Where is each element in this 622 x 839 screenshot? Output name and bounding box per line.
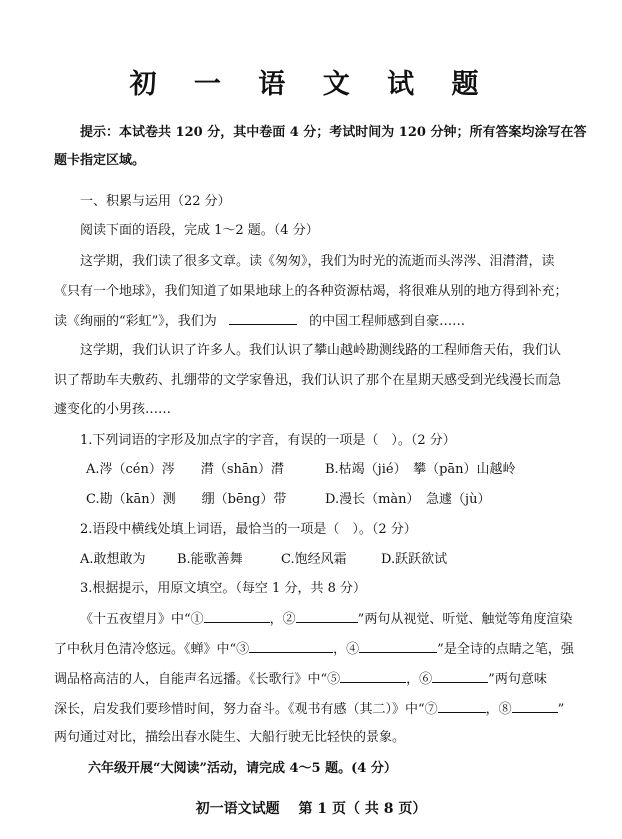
q3-line-2-start: 了中秋月色清冷悠远。《蝉》中“③ bbox=[54, 642, 250, 657]
q3-line-2 bbox=[54, 640, 578, 659]
answer-blank-8 bbox=[512, 700, 558, 713]
q2-option-c: C.饱经风霜 bbox=[281, 552, 347, 567]
q1-option-d: D.漫长（màn） 急遽（jù） bbox=[325, 492, 491, 507]
answer-blank-5 bbox=[340, 670, 406, 683]
paragraph-1-line-1: 这学期，我们读了很多文章。读《匆匆》，我们为时光的流逝而头涔涔、泪潸潸，读 bbox=[80, 254, 555, 269]
q3-line-5: 两句通过对比，描绘出春水陡生、大船行驶无比轻快的景象。 bbox=[54, 730, 406, 745]
q2-option-d: D.跃跃欲试 bbox=[381, 552, 448, 567]
paragraph-1-line-3 bbox=[54, 312, 578, 331]
question-3: 3.根据提示，用原文填空。（每空 1 分，共 8 分） bbox=[80, 581, 366, 596]
q3-line-1-end: ”两句从视觉、听觉、触觉等角度渲染 bbox=[357, 612, 573, 627]
section-heading: 一、积累与运用（22 分） bbox=[80, 194, 231, 209]
next-reading-intro: 六年级开展“大阅读”活动，请完成 4～5 题。(4 分） bbox=[88, 761, 397, 776]
paragraph-2-line-3: 遽变化的小男孩…… bbox=[54, 402, 172, 417]
answer-blank-6 bbox=[432, 670, 488, 683]
q2-option-b: B.能歌善舞 bbox=[177, 552, 243, 567]
paragraph-1-line-3-start: 读《绚丽的“彩虹”》，我们为 bbox=[54, 314, 217, 329]
q3-line-4-mid: ，⑧ bbox=[485, 702, 512, 717]
q3-line-1-start: 《十五夜望月》中“① bbox=[80, 612, 204, 627]
q3-line-2-mid: ，④ bbox=[333, 642, 360, 657]
q3-line-3-end: ”两句意味 bbox=[488, 672, 547, 687]
notice-line-2: 题卡指定区域。 bbox=[54, 153, 146, 168]
notice-line-1: 提示：本试卷共 120 分，其中卷面 4 分；考试时间为 120 分钟；所有答案均涂写在答 bbox=[80, 125, 587, 140]
paragraph-2-line-1: 这学期，我们认识了许多人。我们认识了攀山越岭勘测线路的工程师詹天佑，我们认 bbox=[80, 343, 562, 358]
q3-line-1-mid: ，② bbox=[269, 612, 296, 627]
question-1: 1.下列词语的字形及加点字的字音，有误的一项是（ ）。（2 分） bbox=[80, 433, 456, 448]
answer-blank-4 bbox=[359, 640, 437, 653]
page-title: 初 一 语 文 试 题 bbox=[129, 69, 493, 100]
q2-option-a: A.敢想敢为 bbox=[80, 552, 146, 567]
answer-blank-3 bbox=[249, 640, 333, 653]
page-footer: 初一语文试题 第 1 页（ 共 8 页） bbox=[195, 801, 427, 817]
q3-line-3-mid: ，⑥ bbox=[406, 672, 433, 687]
paragraph-2-line-2: 识了帮助车夫敷药、扎绷带的文学家鲁迅，我们认识了那个在星期天感受到光线漫长而急 bbox=[54, 373, 562, 388]
fill-blank bbox=[229, 312, 297, 325]
q3-line-1 bbox=[80, 610, 578, 629]
q1-option-c: C.勘（kān）测 绷（bēng）带 bbox=[86, 492, 287, 507]
paragraph-1-line-3-end: 的中国工程师感到自豪…… bbox=[309, 314, 466, 329]
answer-blank-7 bbox=[438, 700, 486, 713]
q3-line-4 bbox=[54, 700, 578, 719]
answer-blank-1 bbox=[204, 610, 270, 623]
question-2: 2.语段中横线处填上词语，最恰当的一项是（ ）。（2 分） bbox=[80, 522, 417, 537]
q3-line-4-end: ” bbox=[557, 702, 565, 717]
q1-option-a: A.涔（cén）涔 潸（shān）潸 bbox=[86, 462, 285, 477]
q1-option-b: B.枯竭（jié） 攀（pān）山越岭 bbox=[325, 462, 516, 477]
q3-line-3-start: 调品格高洁的人，自能声名远播。《长歌行》中“⑤ bbox=[54, 672, 341, 687]
answer-blank-2 bbox=[296, 610, 358, 623]
q3-line-4-start: 深长，启发我们要珍惜时间，努力奋斗。《观书有感（其二）》中“⑦ bbox=[54, 702, 438, 717]
q3-line-2-end: ”是全诗的点睛之笔，强 bbox=[437, 642, 574, 657]
paragraph-1-line-2: 《只有一个地球》，我们知道了如果地球上的各种资源枯竭，将很难从别的地方得到补充； bbox=[54, 284, 568, 299]
q3-line-3 bbox=[54, 670, 578, 689]
reading-intro: 阅读下面的语段，完成 1～2 题。（4 分） bbox=[80, 223, 319, 238]
